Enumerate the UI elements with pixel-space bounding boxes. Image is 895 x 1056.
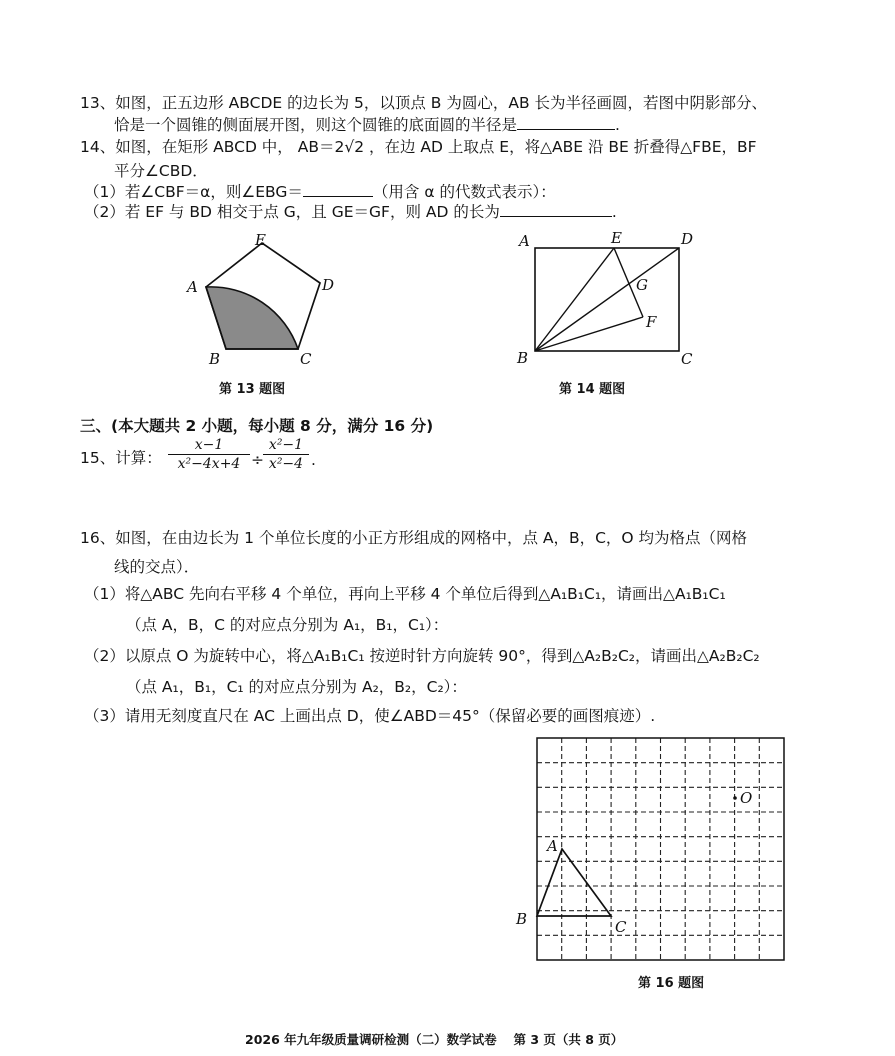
q15-frac2-numerator: x²−1 [263,437,309,455]
fig14-label-C: C [681,350,693,368]
q15-prefix: 15、计算： [80,449,162,467]
fig16-label-O: O [740,789,753,807]
q13-end: . [615,116,620,134]
fig14-segment-BD [535,248,679,351]
q15-frac1-denominator: x²−4x+4 [177,456,241,472]
q15-end: . [311,451,316,469]
q16-line2: 线的交点）． [114,558,200,576]
q15-fraction-2 [263,437,309,472]
q14-sub2-text: （2）若 EF 与 BD 相交于点 G，且 GE＝GF，则 AD 的长为 [84,203,500,221]
q16-sub2: （2）以原点 O 为旋转中心，将△A₁B₁C₁ 按逆时针方向旋转 90°，得到△A₂B₂C₂，请画出△A₂B₂C₂ [84,647,760,665]
fig14-label-B: B [517,349,529,367]
section-three-heading: 三、(本大题共 2 小题，每小题 8 分，满分 16 分) [80,417,434,435]
fig16-label-A: A [547,837,558,855]
fig13-label-D: D [322,276,335,294]
fig16-point-O [733,796,737,800]
q13-line1: 13、如图，正五边形 ABCDE 的边长为 5，以顶点 B 为圆心，AB 长为半径画圆，若图中阴影部分、 [80,94,768,112]
fig13-label-C: C [300,350,312,368]
fig16-triangle-ABC [537,849,611,916]
q16-sub3: （3）请用无刻度直尺在 AC 上画出点 D，使∠ABD＝45°（保留必要的画图痕迹）. [84,707,656,725]
fig13-shaded-sector [206,287,298,349]
fig14-caption: 第 14 题图 [559,382,626,397]
fig14-segment-BE [535,248,614,351]
fig16-caption: 第 16 题图 [638,976,705,991]
fig13-label-A: A [187,278,198,296]
q13-line2 [114,114,620,136]
fig14-label-D: D [681,230,694,248]
fig14-label-G: G [636,276,648,294]
fig16-label-B: B [516,910,528,928]
q14-sub2-blank[interactable] [500,202,612,217]
fig14-label-E: E [611,229,622,247]
q15-fraction-1 [168,437,250,472]
fig13-caption: 第 13 题图 [219,382,286,397]
q14-sub1-note: （用含 α 的代数式表示）： [372,183,556,201]
fig14-rectangle-diagram [510,225,705,375]
q13-line2-text: 恰是一个圆锥的侧面展开图，则这个圆锥的底面圆的半径是 [114,116,518,134]
q14-sub1-blank[interactable] [303,182,373,197]
fig13-pentagon-diagram [175,225,350,370]
q13-answer-blank[interactable] [517,115,615,130]
fig16-label-C: C [615,918,627,936]
q16-sub2-note: （点 A₁，B₁，C₁ 的对应点分别为 A₂，B₂，C₂）： [126,678,467,696]
q14-sub2-end: . [611,203,617,221]
q16-sub1: （1）将△ABC 先向右平移 4 个单位，再向上平移 4 个单位后得到△A₁B₁C₁，请画出△A₁B₁C₁ [84,585,726,603]
fig16-grid-diagram [505,728,795,968]
q15-frac2-denominator: x²−4 [268,456,304,472]
page-footer: 2026 年九年级质量调研检测（二）数学试卷 第 3 页（共 8 页） [245,1032,624,1047]
q14-sub1 [84,181,556,203]
fig13-label-B: B [209,350,221,368]
q16-line1: 16、如图，在由边长为 1 个单位长度的小正方形组成的网格中，点 A，B，C，O 均为格点（网格 [80,529,748,547]
q14-line1: 14、如图，在矩形 ABCD 中， AB＝2√2 ，在边 AD 上取点 E，将△ABE 沿 BE 折叠得△FBE，BF [80,138,757,156]
fig16-grid-lines [537,738,784,960]
q15-frac1-numerator: x−1 [168,437,250,455]
q15-divide-sign: ÷ [251,451,264,469]
q14-sub2 [84,201,617,223]
fig14-segment-BF [535,317,643,351]
fig14-label-F: F [646,313,657,331]
q16-sub1-note: （点 A，B，C 的对应点分别为 A₁，B₁，C₁）： [126,616,449,634]
fig14-label-A: A [519,232,530,250]
q14-sub1-text: （1）若∠CBF＝α，则∠EBG＝ [84,183,303,201]
q14-line2: 平分∠CBD． [114,162,208,180]
fig13-label-E: E [255,231,266,249]
